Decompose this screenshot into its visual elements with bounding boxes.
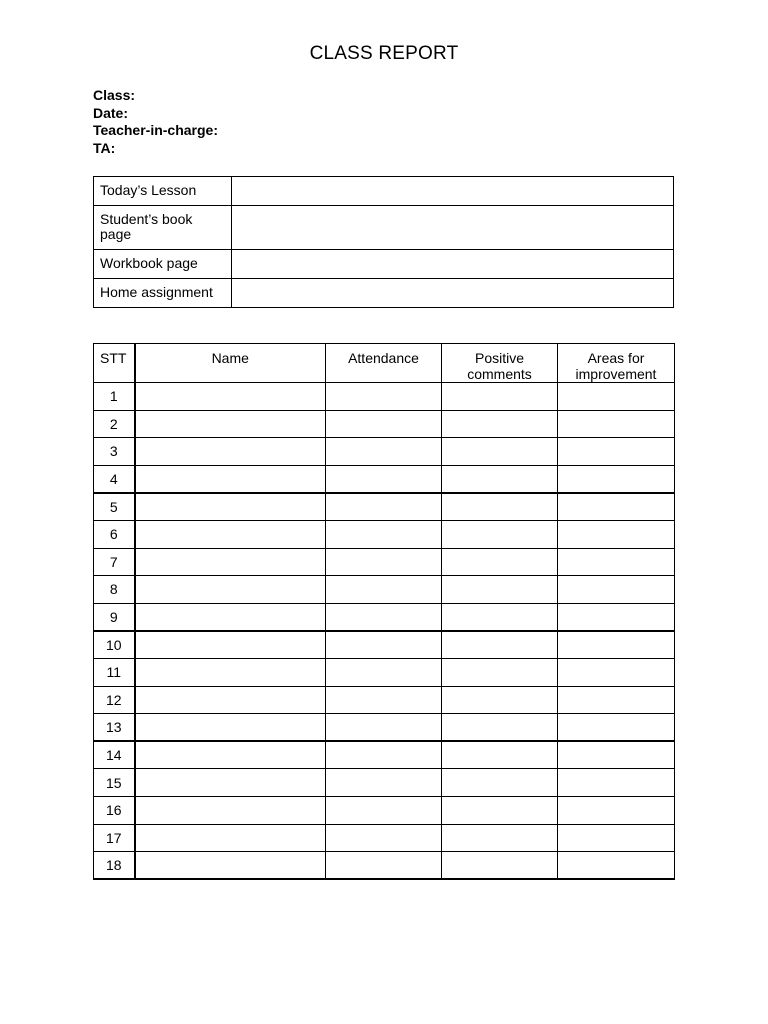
name-cell[interactable] (135, 383, 326, 411)
table-row (94, 824, 675, 852)
attendance-cell[interactable] (326, 576, 442, 604)
stt-cell: 7 (94, 548, 135, 576)
lesson-info-table (93, 176, 674, 308)
attendance-cell[interactable] (326, 548, 442, 576)
positive-comments-cell[interactable] (442, 686, 558, 714)
workbook-value-cell[interactable] (232, 250, 674, 279)
attendance-cell[interactable] (326, 658, 442, 686)
positive-comments-cell[interactable] (442, 410, 558, 438)
attendance-cell[interactable] (326, 493, 442, 521)
lesson-row (94, 177, 674, 206)
positive-comments-cell[interactable] (442, 548, 558, 576)
table-row (94, 658, 675, 686)
attendance-cell[interactable] (326, 686, 442, 714)
lesson-row (94, 279, 674, 308)
student-table (93, 343, 675, 880)
areas-for-improvement-cell[interactable] (558, 769, 675, 797)
positive-comments-cell[interactable] (442, 769, 558, 797)
areas-for-improvement-cell[interactable] (558, 603, 675, 631)
positive-comments-cell[interactable] (442, 852, 558, 880)
table-row (94, 852, 675, 880)
positive-comments-header: Positive comments (442, 344, 558, 383)
workbook-label: Workbook page (94, 250, 232, 279)
attendance-cell[interactable] (326, 465, 442, 493)
name-cell[interactable] (135, 465, 326, 493)
areas-for-improvement-cell[interactable] (558, 548, 675, 576)
attendance-cell[interactable] (326, 520, 442, 548)
name-cell[interactable] (135, 631, 326, 659)
students-book-value-cell[interactable] (232, 206, 674, 250)
areas-for-improvement-cell[interactable] (558, 824, 675, 852)
table-row (94, 631, 675, 659)
lesson-value-cell[interactable] (232, 177, 674, 206)
name-header: Name (135, 344, 326, 383)
date-label: Date: (93, 104, 129, 121)
name-cell[interactable] (135, 714, 326, 742)
name-cell[interactable] (135, 658, 326, 686)
areas-for-improvement-cell[interactable] (558, 576, 675, 604)
positive-comments-cell[interactable] (442, 741, 558, 769)
areas-for-improvement-header: Areas for improvement (558, 344, 675, 383)
attendance-cell[interactable] (326, 714, 442, 742)
stt-cell: 16 (94, 796, 135, 824)
table-row (94, 520, 675, 548)
attendance-cell[interactable] (326, 438, 442, 466)
home-assignment-label: Home assignment (94, 279, 232, 308)
name-cell[interactable] (135, 410, 326, 438)
stt-cell: 6 (94, 520, 135, 548)
header-fields (93, 87, 218, 157)
stt-cell: 9 (94, 603, 135, 631)
attendance-cell[interactable] (326, 852, 442, 880)
attendance-cell[interactable] (326, 631, 442, 659)
table-row (94, 686, 675, 714)
ta-label: TA: (93, 139, 116, 156)
positive-comments-cell[interactable] (442, 603, 558, 631)
areas-for-improvement-cell[interactable] (558, 658, 675, 686)
stt-cell: 3 (94, 438, 135, 466)
table-row (94, 796, 675, 824)
table-row (94, 465, 675, 493)
table-row (94, 603, 675, 631)
attendance-cell[interactable] (326, 796, 442, 824)
name-cell[interactable] (135, 548, 326, 576)
areas-for-improvement-cell[interactable] (558, 631, 675, 659)
table-row (94, 576, 675, 604)
areas-for-improvement-cell[interactable] (558, 714, 675, 742)
positive-comments-cell[interactable] (442, 714, 558, 742)
teacher-label: Teacher-in-charge: (93, 122, 218, 138)
attendance-cell[interactable] (326, 383, 442, 411)
areas-for-improvement-cell[interactable] (558, 796, 675, 824)
table-row (94, 741, 675, 769)
areas-for-improvement-cell[interactable] (558, 410, 675, 438)
positive-comments-cell[interactable] (442, 465, 558, 493)
name-cell[interactable] (135, 852, 326, 880)
stt-header: STT (94, 344, 135, 383)
positive-comments-cell[interactable] (442, 824, 558, 852)
lesson-label: Today’s Lesson (94, 177, 232, 206)
table-row (94, 438, 675, 466)
stt-cell: 18 (94, 852, 135, 880)
table-row (94, 714, 675, 742)
table-row (94, 383, 675, 411)
stt-cell: 14 (94, 741, 135, 769)
table-row (94, 548, 675, 576)
name-cell[interactable] (135, 769, 326, 797)
stt-cell: 15 (94, 769, 135, 797)
areas-for-improvement-cell[interactable] (558, 686, 675, 714)
attendance-cell[interactable] (326, 824, 442, 852)
positive-comments-cell[interactable] (442, 383, 558, 411)
stt-cell: 5 (94, 493, 135, 521)
stt-cell: 1 (94, 383, 135, 411)
stt-cell: 2 (94, 410, 135, 438)
areas-for-improvement-cell[interactable] (558, 741, 675, 769)
areas-for-improvement-cell[interactable] (558, 520, 675, 548)
attendance-cell[interactable] (326, 603, 442, 631)
lesson-row (94, 250, 674, 279)
name-cell[interactable] (135, 438, 326, 466)
stt-cell: 12 (94, 686, 135, 714)
positive-comments-cell[interactable] (442, 631, 558, 659)
page-title: CLASS REPORT (309, 43, 459, 64)
attendance-cell[interactable] (326, 769, 442, 797)
attendance-cell[interactable] (326, 410, 442, 438)
areas-for-improvement-cell[interactable] (558, 493, 675, 521)
name-cell[interactable] (135, 576, 326, 604)
student-table-header-row (94, 344, 675, 383)
areas-for-improvement-cell[interactable] (558, 438, 675, 466)
stt-cell: 4 (94, 465, 135, 493)
positive-comments-cell[interactable] (442, 796, 558, 824)
positive-comments-cell[interactable] (442, 438, 558, 466)
name-cell[interactable] (135, 796, 326, 824)
name-cell[interactable] (135, 603, 326, 631)
areas-for-improvement-cell[interactable] (558, 465, 675, 493)
name-cell[interactable] (135, 493, 326, 521)
students-book-label: Student’s book page (94, 206, 232, 250)
stt-cell: 8 (94, 576, 135, 604)
positive-comments-cell[interactable] (442, 658, 558, 686)
table-row (94, 410, 675, 438)
positive-comments-cell[interactable] (442, 493, 558, 521)
positive-comments-cell[interactable] (442, 520, 558, 548)
name-cell[interactable] (135, 824, 326, 852)
stt-cell: 10 (94, 631, 135, 659)
stt-cell: 11 (94, 658, 135, 686)
table-row (94, 493, 675, 521)
areas-for-improvement-cell[interactable] (558, 383, 675, 411)
positive-comments-cell[interactable] (442, 576, 558, 604)
name-cell[interactable] (135, 686, 326, 714)
home-assignment-value-cell[interactable] (232, 279, 674, 308)
name-cell[interactable] (135, 520, 326, 548)
lesson-row (94, 206, 674, 250)
attendance-cell[interactable] (326, 741, 442, 769)
student-rows (94, 383, 675, 880)
areas-for-improvement-cell[interactable] (558, 852, 675, 880)
stt-cell: 17 (94, 824, 135, 852)
stt-cell: 13 (94, 714, 135, 742)
class-label: Class: (93, 87, 136, 103)
table-row (94, 769, 675, 797)
attendance-header: Attendance (326, 344, 442, 383)
name-cell[interactable] (135, 741, 326, 769)
